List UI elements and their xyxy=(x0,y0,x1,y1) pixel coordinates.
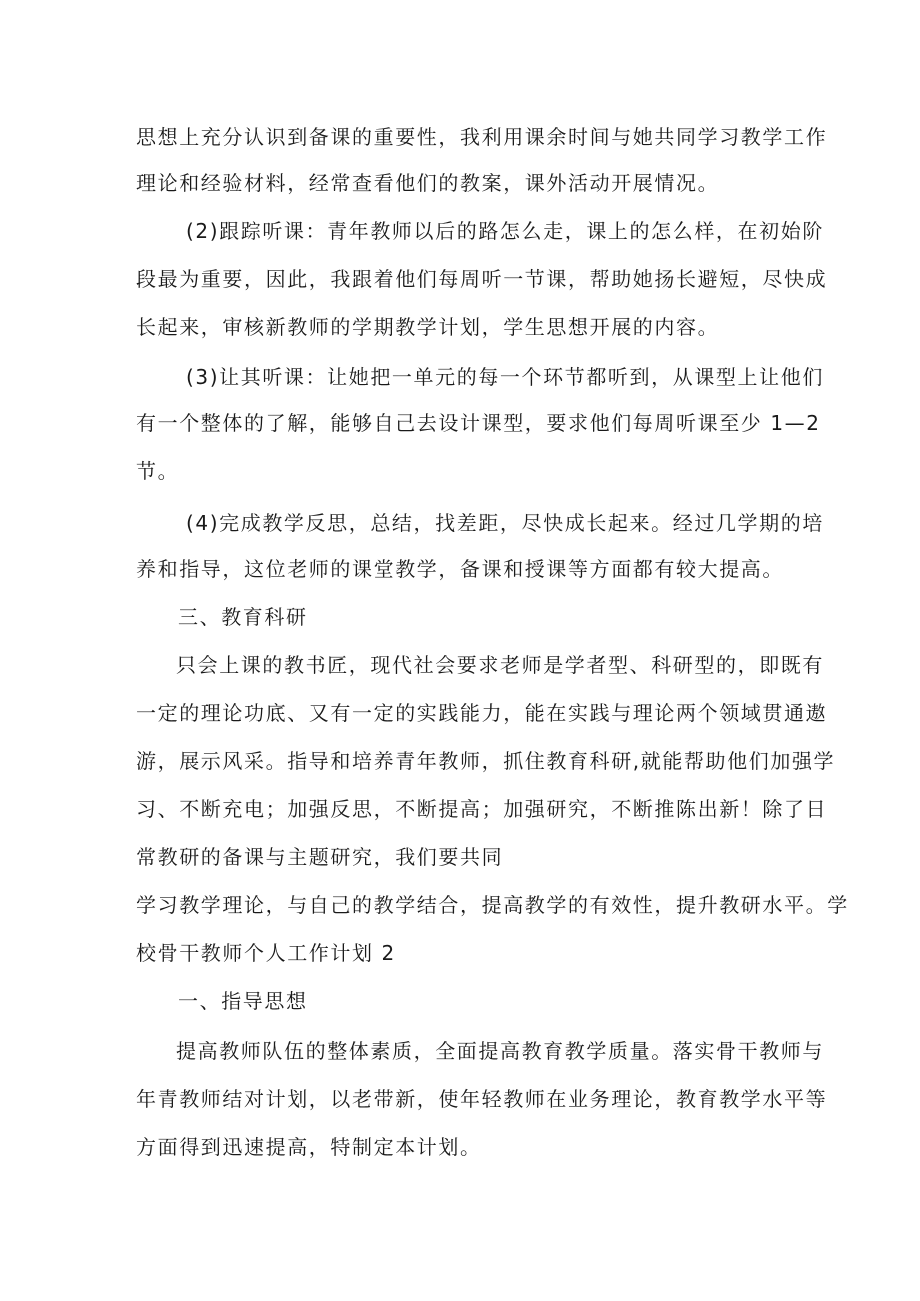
text-line: 一定的理论功底、又有一定的实践能力，能在实践与理论两个领域贯通遨 xyxy=(136,701,828,725)
text-line: 提高教师队伍的整体素质，全面提高教育教学质量。落实骨干教师与 xyxy=(176,1039,824,1063)
section-heading: 三、教育科研 xyxy=(178,605,308,629)
text-line: (4)完成教学反思，总结，找差距，尽快成长起来。经过几学期的培 xyxy=(186,511,824,535)
text-line: 常教研的备课与主题研究，我们要共同 xyxy=(136,845,504,869)
text-line: 只会上课的教书匠，现代社会要求老师是学者型、科研型的，即既有 xyxy=(176,653,824,677)
text-line: 方面得到迅速提高，特制定本计划。 xyxy=(136,1135,482,1159)
text-line: (2)跟踪听课：青年教师以后的路怎么走，课上的怎么样，在初始阶 xyxy=(186,219,824,243)
text-line: 学习教学理论，与自己的教学结合，提高教学的有效性，提升教研水平。学 xyxy=(136,893,849,917)
section-heading: 一、指导思想 xyxy=(178,989,308,1013)
text-line: 有一个整体的了解，能够自己去设计课型，要求他们每周听课至少 1—2 xyxy=(136,411,821,435)
document-title: 校骨干教师个人工作计划 2 xyxy=(136,941,396,965)
text-line: 理论和经验材料，经常查看他们的教案，课外活动开展情况。 xyxy=(136,171,720,195)
text-line: 游，展示风采。指导和培养青年教师，抓住教育科研,就能帮助他们加强学 xyxy=(136,749,836,773)
text-line: 年青教师结对计划，以老带新，使年轻教师在业务理论，教育教学水平等 xyxy=(136,1087,828,1111)
text-line: 段最为重要，因此，我跟着他们每周听一节课，帮助她扬长避短，尽快成 xyxy=(136,267,828,291)
text-line: 养和指导，这位老师的课堂教学，备课和授课等方面都有较大提高。 xyxy=(136,557,784,581)
text-line: 思想上充分认识到备课的重要性，我利用课余时间与她共同学习教学工作 xyxy=(136,125,828,149)
text-line: 长起来，审核新教师的学期教学计划，学生思想开展的内容。 xyxy=(136,315,720,339)
text-line: 节。 xyxy=(136,459,180,483)
text-line: 习、不断充电；加强反思，不断提高；加强研究，不断推陈出新！除了日 xyxy=(136,797,828,821)
text-line: (3)让其听课：让她把一单元的每一个环节都听到，从课型上让他们 xyxy=(186,365,824,389)
